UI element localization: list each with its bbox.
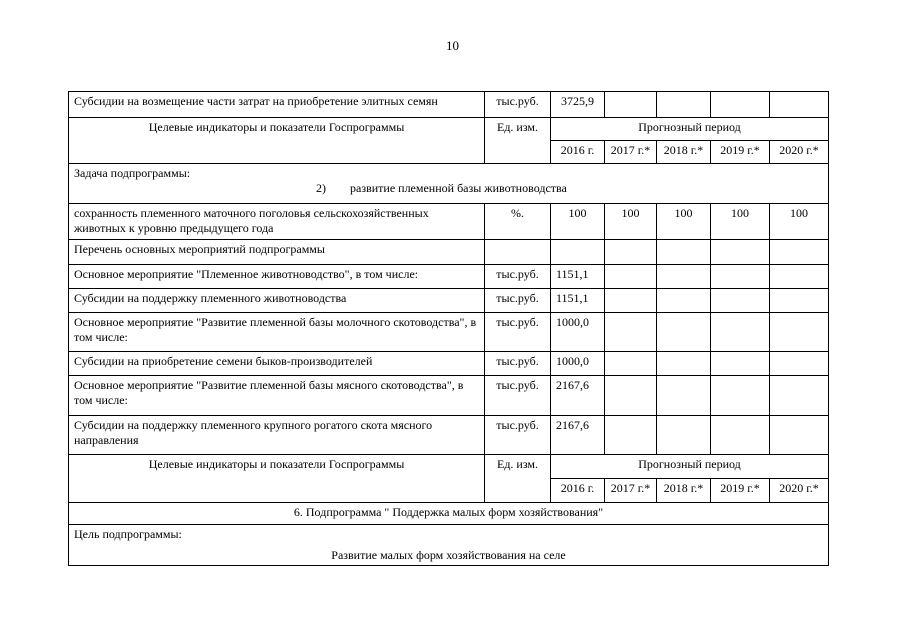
cell-2019 bbox=[711, 376, 770, 416]
cell-2018 bbox=[657, 313, 711, 352]
unit-header: Ед. изм. bbox=[485, 455, 551, 503]
cell-name: Перечень основных мероприятий подпрограммы bbox=[69, 240, 485, 265]
cell-2017 bbox=[605, 265, 657, 289]
subprogram-6-title: 6. Подпрограмма " Поддержка малых форм хозяйствования" bbox=[69, 503, 829, 525]
cell-2020 bbox=[770, 352, 829, 376]
cell-2017 bbox=[605, 313, 657, 352]
cell-unit: тыс.руб. bbox=[485, 313, 551, 352]
row-elite-seeds bbox=[69, 92, 829, 118]
cell-unit: тыс.руб. bbox=[485, 352, 551, 376]
cell-2018: 100 bbox=[657, 204, 711, 240]
row-breeding-stock bbox=[69, 204, 829, 240]
task-cell bbox=[69, 164, 829, 204]
goal-label: Цель подпрограммы: bbox=[74, 527, 182, 541]
cell-2016: 1000,0 bbox=[551, 313, 605, 352]
cell-name: Основное мероприятие "Племенное животноводство", в том числе: bbox=[69, 265, 485, 289]
cell-2018 bbox=[657, 352, 711, 376]
row-measure-breeding bbox=[69, 265, 829, 289]
cell-2019 bbox=[711, 240, 770, 265]
cell-2019 bbox=[711, 352, 770, 376]
cell-2018 bbox=[657, 265, 711, 289]
indicators-header: Целевые индикаторы и показатели Госпрограммы bbox=[69, 118, 485, 164]
cell-2018 bbox=[657, 240, 711, 265]
cell-2016 bbox=[551, 240, 605, 265]
cell-2020 bbox=[770, 289, 829, 313]
task-number: 2) bbox=[316, 181, 326, 195]
cell-2020: 100 bbox=[770, 204, 829, 240]
page-number: 10 bbox=[446, 38, 459, 53]
cell-2017: 100 bbox=[605, 204, 657, 240]
cell-2018 bbox=[657, 92, 711, 118]
row-task bbox=[69, 164, 829, 204]
cell-2019 bbox=[711, 289, 770, 313]
cell-name: Субсидии на поддержку племенного животноводства bbox=[69, 289, 485, 313]
cell-2016: 2167,6 bbox=[551, 416, 605, 455]
cell-2020 bbox=[770, 240, 829, 265]
cell-2017 bbox=[605, 416, 657, 455]
row-measure-beef bbox=[69, 376, 829, 416]
cell-2020 bbox=[770, 265, 829, 289]
year-2020: 2020 г.* bbox=[770, 141, 829, 164]
row-goal bbox=[69, 525, 829, 566]
cell-2019 bbox=[711, 313, 770, 352]
goal-cell bbox=[69, 525, 829, 566]
cell-unit: тыс.руб. bbox=[485, 289, 551, 313]
cell-2019: 100 bbox=[711, 204, 770, 240]
row-subprogram-6 bbox=[69, 503, 829, 525]
task-label: Задача подпрограммы: bbox=[74, 166, 191, 180]
cell-2016: 1151,1 bbox=[551, 289, 605, 313]
header-row-2 bbox=[69, 455, 829, 479]
cell-unit: тыс.руб. bbox=[485, 265, 551, 289]
cell-2016: 2167,6 bbox=[551, 376, 605, 416]
row-subsidy-beef bbox=[69, 416, 829, 455]
header-row-1 bbox=[69, 118, 829, 141]
cell-unit bbox=[485, 240, 551, 265]
unit-header: Ед. изм. bbox=[485, 118, 551, 164]
period-header: Прогнозный период bbox=[551, 455, 829, 479]
cell-2020 bbox=[770, 92, 829, 118]
cell-2017 bbox=[605, 289, 657, 313]
cell-2018 bbox=[657, 289, 711, 313]
cell-2020 bbox=[770, 313, 829, 352]
cell-2019 bbox=[711, 265, 770, 289]
year-2017: 2017 г.* bbox=[605, 479, 657, 503]
cell-2017 bbox=[605, 92, 657, 118]
cell-2018 bbox=[657, 416, 711, 455]
cell-name: Основное мероприятие "Развитие племенной базы мясного скотоводства", в том числе: bbox=[69, 376, 485, 416]
goal-text: Развитие малых форм хозяйствования на селе bbox=[331, 548, 566, 562]
cell-2020 bbox=[770, 416, 829, 455]
year-2020: 2020 г.* bbox=[770, 479, 829, 503]
cell-name: Основное мероприятие "Развитие племенной базы молочного скотоводства", в том числе: bbox=[69, 313, 485, 352]
cell-name: Субсидии на приобретение семени быков-производителей bbox=[69, 352, 485, 376]
row-measure-dairy bbox=[69, 313, 829, 352]
cell-2016: 1151,1 bbox=[551, 265, 605, 289]
year-2019: 2019 г.* bbox=[711, 479, 770, 503]
year-2017: 2017 г.* bbox=[605, 141, 657, 164]
subprogram-table bbox=[68, 91, 829, 566]
cell-name: Субсидии на возмещение части затрат на приобретение элитных семян bbox=[69, 92, 485, 118]
period-header: Прогнозный период bbox=[551, 118, 829, 141]
cell-unit: тыс.руб. bbox=[485, 416, 551, 455]
cell-2017 bbox=[605, 352, 657, 376]
cell-2016: 1000,0 bbox=[551, 352, 605, 376]
cell-2019 bbox=[711, 416, 770, 455]
cell-2018 bbox=[657, 376, 711, 416]
cell-2017 bbox=[605, 240, 657, 265]
cell-2016: 100 bbox=[551, 204, 605, 240]
year-2016: 2016 г. bbox=[551, 479, 605, 503]
cell-2016: 3725,9 bbox=[551, 92, 605, 118]
cell-2019 bbox=[711, 92, 770, 118]
cell-name: сохранность племенного маточного поголовья сельскохозяйственных животных к уровню предыдущего года bbox=[69, 204, 485, 240]
row-measures-list bbox=[69, 240, 829, 265]
cell-unit: %. bbox=[485, 204, 551, 240]
year-2018: 2018 г.* bbox=[657, 479, 711, 503]
cell-2017 bbox=[605, 376, 657, 416]
task-line bbox=[74, 181, 823, 196]
task-text: развитие племенной базы животноводства bbox=[350, 181, 567, 195]
cell-2020 bbox=[770, 376, 829, 416]
cell-unit: тыс.руб. bbox=[485, 92, 551, 118]
cell-name: Субсидии на поддержку племенного крупного рогатого скота мясного направления bbox=[69, 416, 485, 455]
cell-unit: тыс.руб. bbox=[485, 376, 551, 416]
row-subsidy-bulls bbox=[69, 352, 829, 376]
year-2019: 2019 г.* bbox=[711, 141, 770, 164]
year-2018: 2018 г.* bbox=[657, 141, 711, 164]
row-subsidy-breeding bbox=[69, 289, 829, 313]
year-2016: 2016 г. bbox=[551, 141, 605, 164]
indicators-header: Целевые индикаторы и показатели Госпрограммы bbox=[69, 455, 485, 503]
